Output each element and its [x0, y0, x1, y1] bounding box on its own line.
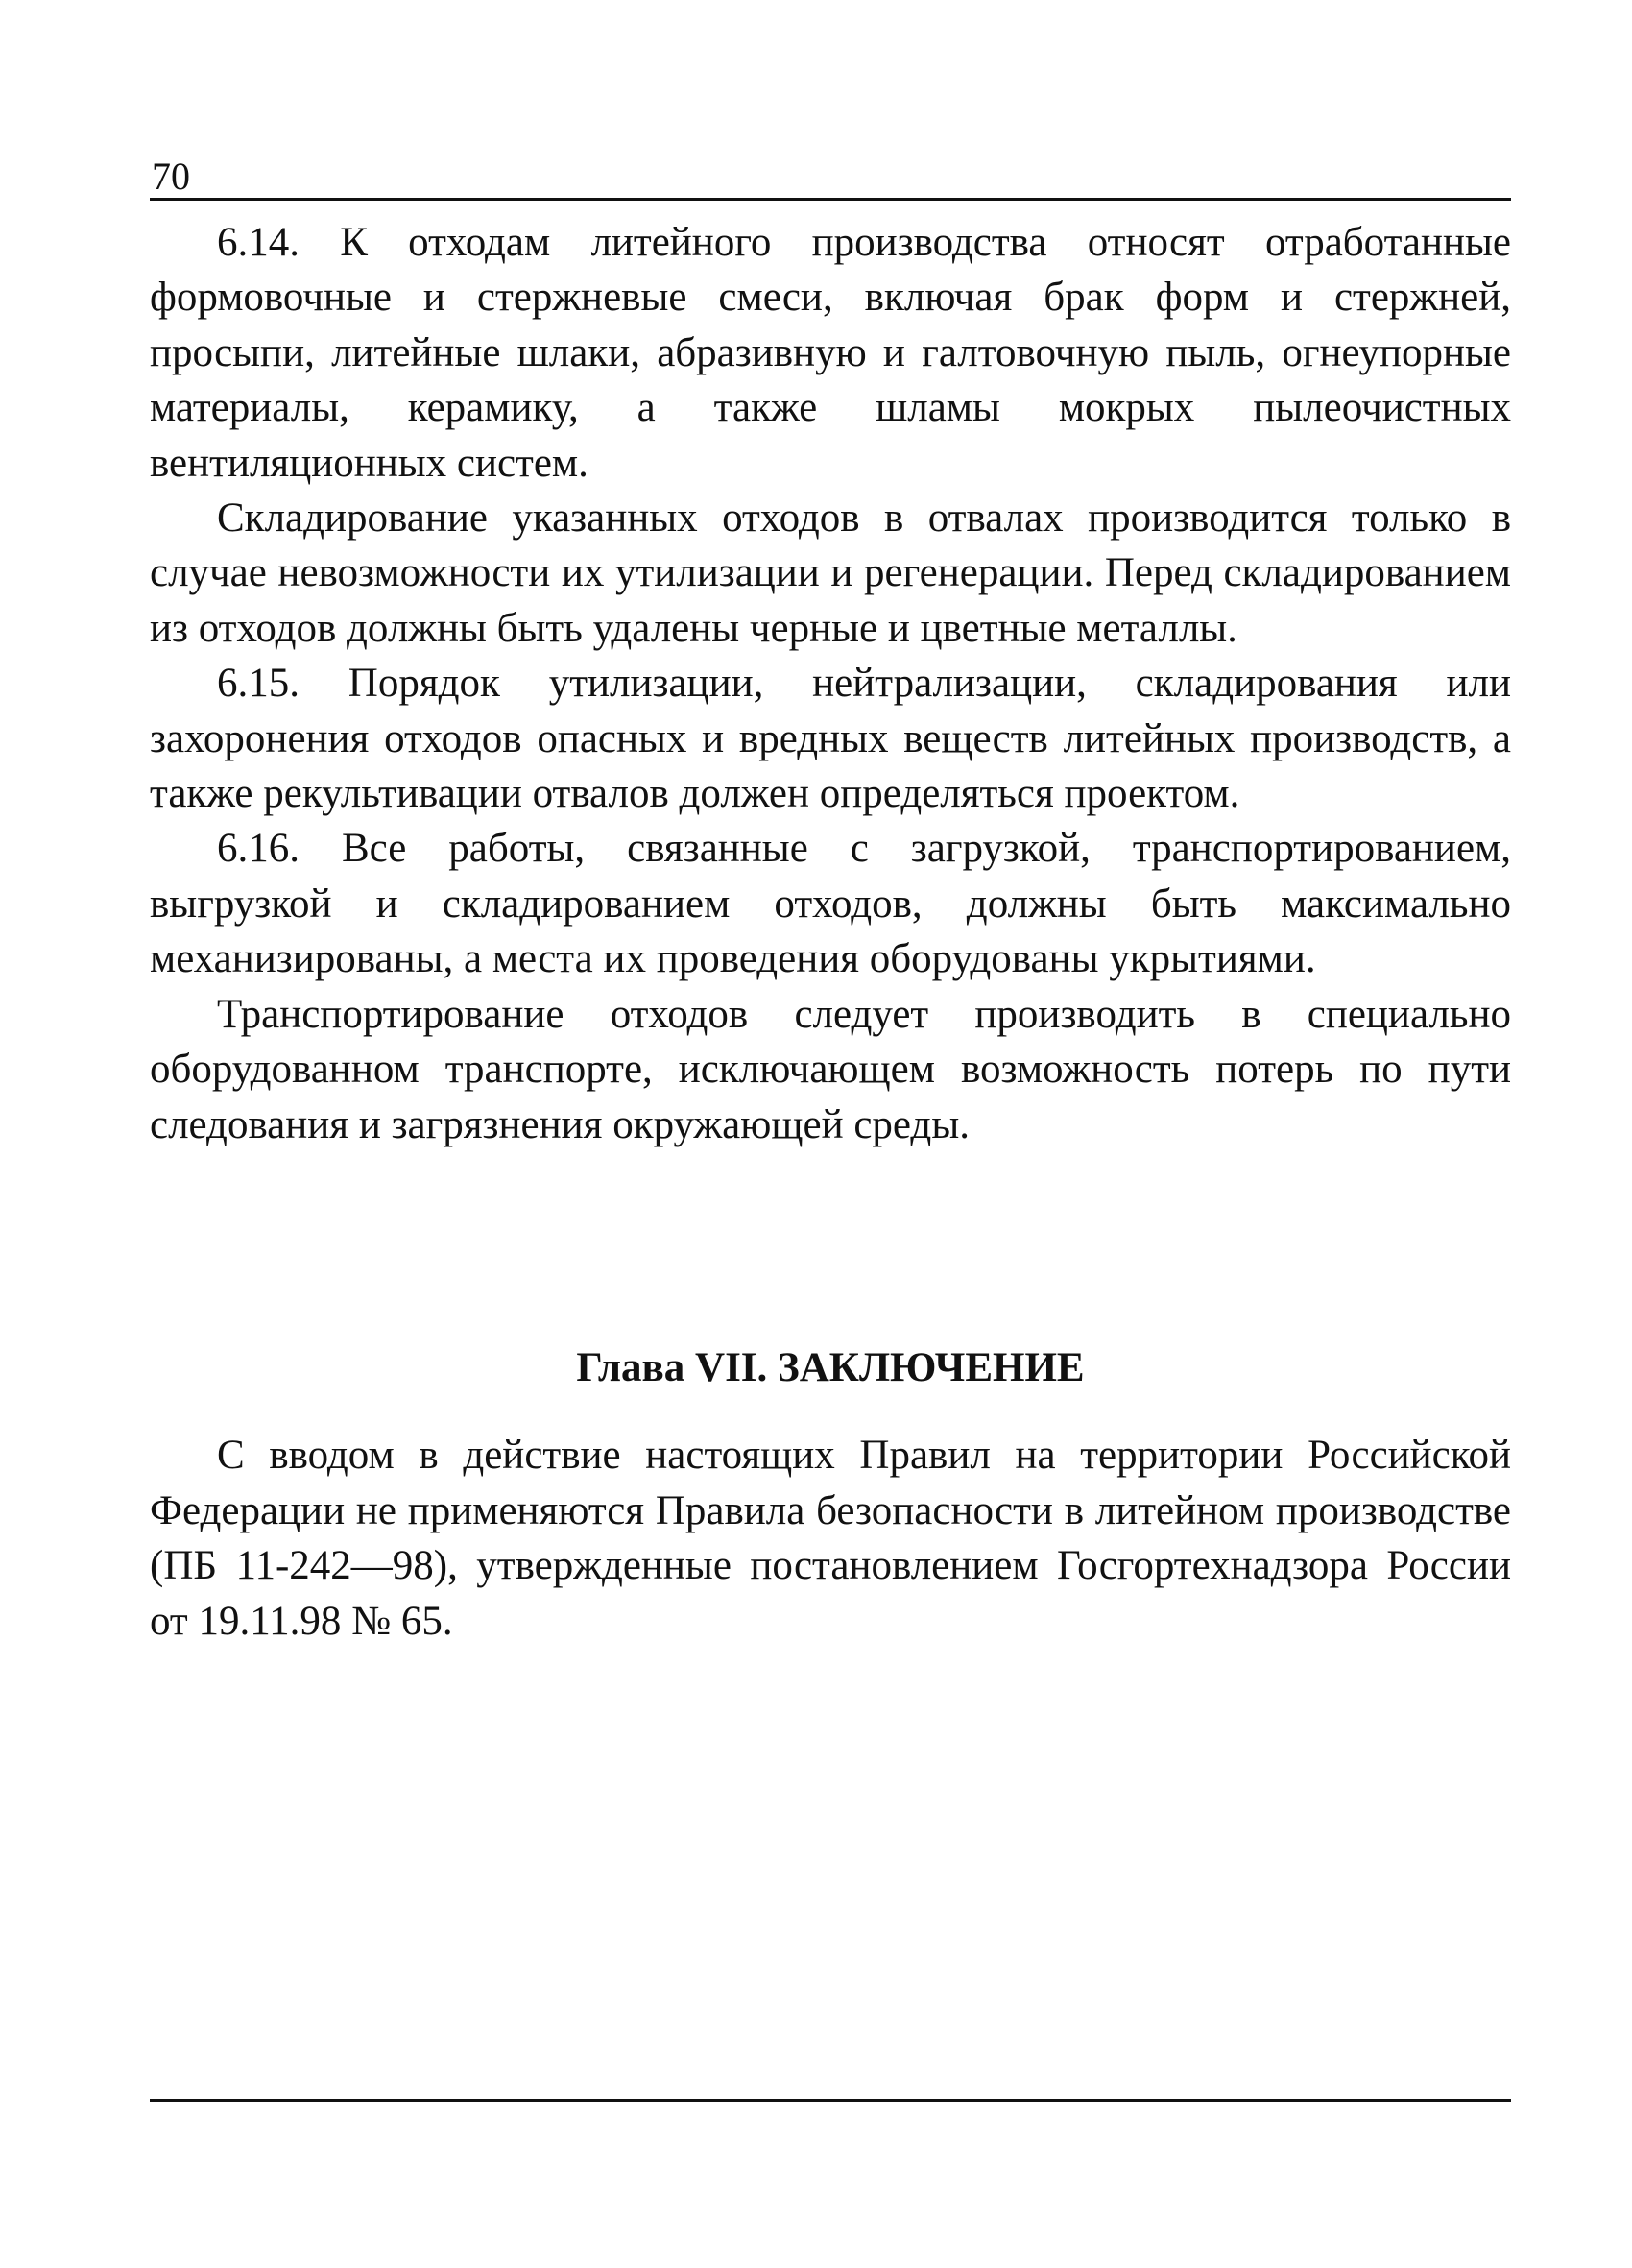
paragraph-6-15: 6.15. Порядок утилизации, нейтрализации, складирования или захоронения отходов опасных и вредных веществ литейных производств, а также рекультивации отвалов должен определяться проектом.: [150, 661, 1511, 817]
paragraph-storage: Складирование указанных отходов в отвалах производится только в случае невозможности их утилизации и регенерации. Перед складированием из отходов должны быть удалены черные и цветные металлы.: [150, 495, 1511, 651]
chapter-heading: Глава VII. ЗАКЛЮЧЕНИЕ: [576, 1345, 1085, 1390]
section-body: [150, 215, 1511, 1152]
paragraph-6-14: 6.14. К отходам литейного производства относят отработанные формовочные и стержневые смеси, включая брак форм и стержней, просыпи, литейные шлаки, абразивную и галтовочную пыль, огнеупорные материалы, керамику, а также шламы мокрых пылеочистных вентиляционных систем.: [150, 220, 1511, 486]
page-header: [150, 144, 1511, 201]
conclusion-paragraph: С вводом в действие настоящих Правил на территории Российской Федерации не применяются Правила безопасности в литейном производстве (ПБ 11-242—98), утвержденные постановлением Госгортехнадзора России от 19.11.98 № 65.: [150, 1433, 1511, 1644]
paragraph-6-16: 6.16. Все работы, связанные с загрузкой, транспортированием, выгрузкой и складированием отходов, должны быть максимально механизированы, а места их проведения оборудованы укрытиями.: [150, 826, 1511, 982]
footer-rule: [150, 2099, 1511, 2102]
paragraph-transport: Транспортирование отходов следует производить в специально оборудованном транспорте, исключающем возможность потерь по пути следования и загрязнения окружающей среды.: [150, 991, 1511, 1147]
page-number: 70: [152, 155, 190, 198]
conclusion-text: [150, 1428, 1511, 1649]
